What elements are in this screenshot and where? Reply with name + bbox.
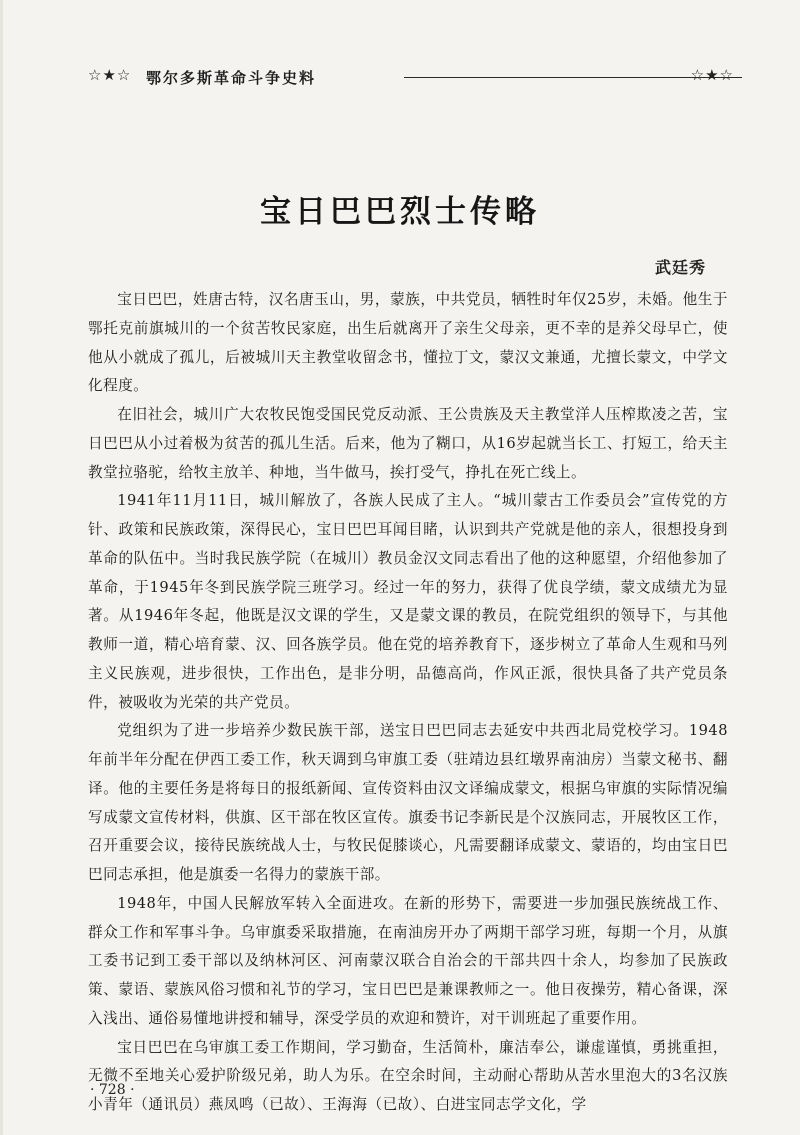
page-number: · 728 · xyxy=(90,1082,135,1098)
article-body xyxy=(88,286,728,1120)
star-ornament-icon: ☆★☆ xyxy=(88,66,132,84)
paragraph: 在旧社会，城川广大农牧民饱受国民党反动派、王公贵族及天主教堂洋人压榨欺凌之苦，宝日巴巴从小过着极为贫苦的孤儿生活。后来，他为了糊口，从16岁起就当长工、打短工，给天主教堂拉骆驼，给牧主放羊、种地，当牛做马，挨打受气，挣扎在死亡线上。 xyxy=(88,406,728,481)
author-byline: 武廷秀 xyxy=(654,258,706,277)
paragraph: 党组织为了进一步培养少数民族干部，送宝日巴巴同志去延安中共西北局党校学习。1948年前半年分配在伊西工委工作，秋天调到乌审旗工委（驻靖边县红墩界南油房）当蒙文秘书、翻译。他的主要任务是将每日的报纸新闻、宣传资料由汉文译编成蒙文，根据乌审旗的实际情况编写成蒙文宣传材料，供旗、区干部在牧区宣传。旗委书记李新民是个汉族同志，开展牧区工作，召开重要会议，接待民族统战人士，与牧民促膝谈心，凡需要翻译成蒙文、蒙语的，均由宝日巴巴同志承担，他是旗委一名得力的蒙族干部。 xyxy=(88,722,728,883)
paragraph: 1941年11月11日，城川解放了，各族人民成了主人。“城川蒙古工作委员会”宣传党的方针、政策和民族政策，深得民心，宝日巴巴耳闻目睹，认识到共产党就是他的亲人，很想投身到革命的队伍中。当时我民族学院（在城川）教员金汉文同志看出了他的这种愿望，介绍他参加了革命，于1945年冬到民族学院三班学习。经过一年的努力，获得了优良学绩，蒙文成绩尤为显著。从1946年冬起，他既是汉文课的学生，又是蒙文课的教员，在院党组织的领导下，与其他教师一道，精心培育蒙、汉、回各族学员。他在党的培养教育下，逐步树立了革命人生观和马列主义民族观，进步很快，工作出色，是非分明，品德高尚，作风正派，很快具备了共产党员条件，被吸收为光荣的共产党员。 xyxy=(88,492,728,711)
paragraph: 宝日巴巴，姓唐古特，汉名唐玉山，男，蒙族，中共党员，牺牲时年仅25岁，未婚。他生于鄂托克前旗城川的一个贫苦牧民家庭，出生后就离开了亲生父母亲，更不幸的是养父母早亡，使他从小就成了孤儿，后被城川天主教堂收留念书，懂拉丁文，蒙汉文兼通，尤擅长蒙文，中学文化程度。 xyxy=(88,291,728,395)
series-title: 鄂尔多斯革命斗争史料 xyxy=(146,69,317,87)
running-header xyxy=(88,66,734,88)
paragraph: 宝日巴巴在乌审旗工委工作期间，学习勤奋，生活简朴，廉洁奉公，谦虚谨慎，勇挑重担，无微不至地关心爱护阶级兄弟，助人为乐。在空余时间，主动耐心帮助从苦水里泡大的3名汉族小青年（通讯员）燕凤鸣（已故）、王海海（已故）、白进宝同志学文化，学 xyxy=(88,1038,728,1113)
star-ornament-icon: ☆★☆ xyxy=(690,66,734,84)
article-title: 宝日巴巴烈士传略 xyxy=(260,194,540,230)
paragraph: 1948年，中国人民解放军转入全面进攻。在新的形势下，需要进一步加强民族统战工作、群众工作和军事斗争。乌审旗委采取措施，在南油房开办了两期干部学习班，每期一个月，从旗工委书记到工委干部以及纳林河区、河南蒙汉联合自治会的干部共四十余人，均参加了民族政策、蒙语、蒙族风俗习惯和礼节的学习，宝日巴巴是兼课教师之一。他日夜操劳，精心备课，深入浅出、通俗易懂地讲授和辅导，深受学员的欢迎和赞许，对干训班起了重要作用。 xyxy=(88,894,728,1027)
